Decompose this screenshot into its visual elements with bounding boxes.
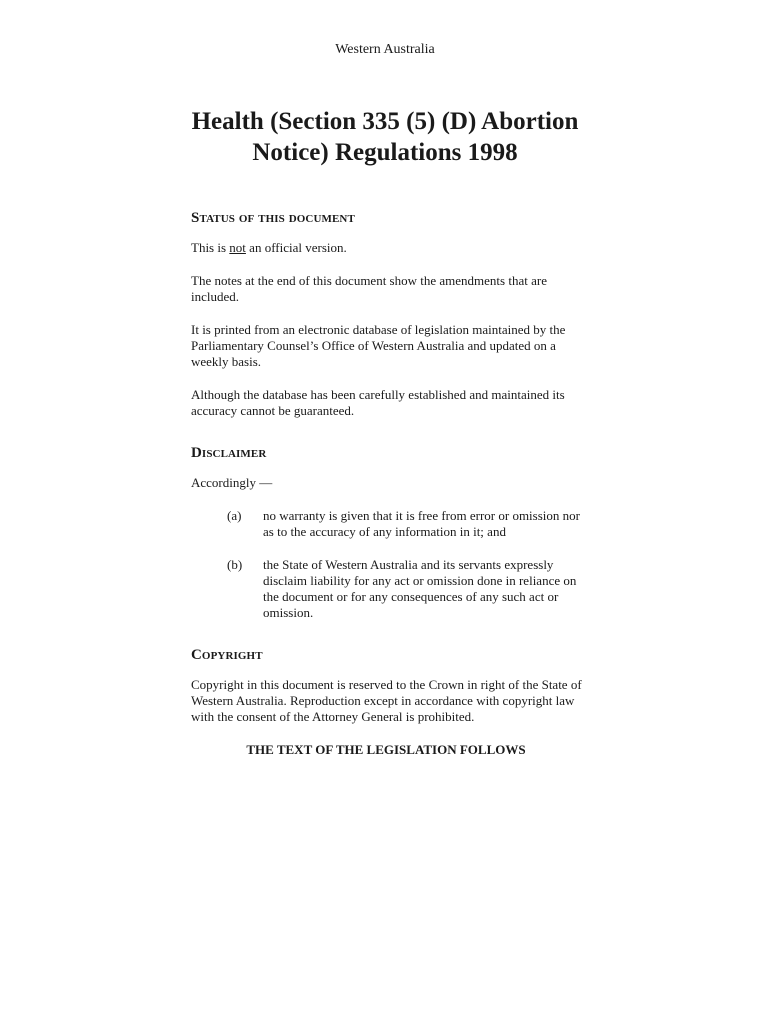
disclaimer-section bbox=[191, 445, 591, 621]
status-section bbox=[191, 210, 591, 419]
legislation-follows-notice: THE TEXT OF THE LEGISLATION FOLLOWS bbox=[246, 742, 526, 757]
status-paragraph-4: Although the database has been carefully established and maintained its accuracy cannot be guaranteed. bbox=[191, 387, 565, 418]
disclaimer-heading: Disclaimer bbox=[191, 445, 267, 461]
status-p1-underlined: not bbox=[229, 240, 246, 255]
title-line-2: Notice) Regulations 1998 bbox=[252, 139, 518, 166]
document-body bbox=[191, 210, 591, 758]
disclaimer-intro: Accordingly — bbox=[191, 475, 273, 490]
status-p1-after: an official version. bbox=[245, 240, 347, 255]
status-p1-before: This is bbox=[191, 240, 230, 255]
copyright-section bbox=[191, 647, 591, 725]
disclaimer-item-text: the State of Western Australia and its servants expressly disclaim liability for any act or omission done in reliance on the document or for any consequences of any such act or omission. bbox=[263, 557, 577, 620]
document-title bbox=[0, 106, 770, 168]
status-paragraph-3: It is printed from an electronic database of legislation maintained by the Parliamentary Counsel’s Office of Western Australia and updated on a weekly basis. bbox=[191, 322, 566, 369]
disclaimer-item-label: (a) bbox=[227, 508, 242, 523]
disclaimer-item-a bbox=[191, 508, 591, 540]
title-line-1: Health (Section 335 (5) (D) Abortion bbox=[191, 108, 579, 135]
status-paragraph-2: The notes at the end of this document show the amendments that are included. bbox=[191, 273, 547, 304]
copyright-heading: Copyright bbox=[191, 647, 263, 663]
disclaimer-item-text: no warranty is given that it is free from error or omission nor as to the accuracy of any information in it; and bbox=[263, 508, 580, 539]
copyright-text: Copyright in this document is reserved to the Crown in right of the State of Western Australia. Reproduction except in accordance with copyright law with the consent of the Attorney General is prohibited. bbox=[191, 677, 582, 724]
disclaimer-item-label: (b) bbox=[227, 557, 243, 572]
jurisdiction-header: Western Australia bbox=[335, 42, 435, 57]
status-paragraph-1 bbox=[191, 240, 591, 256]
status-heading: Status of this document bbox=[191, 210, 355, 226]
disclaimer-item-b bbox=[191, 557, 591, 621]
